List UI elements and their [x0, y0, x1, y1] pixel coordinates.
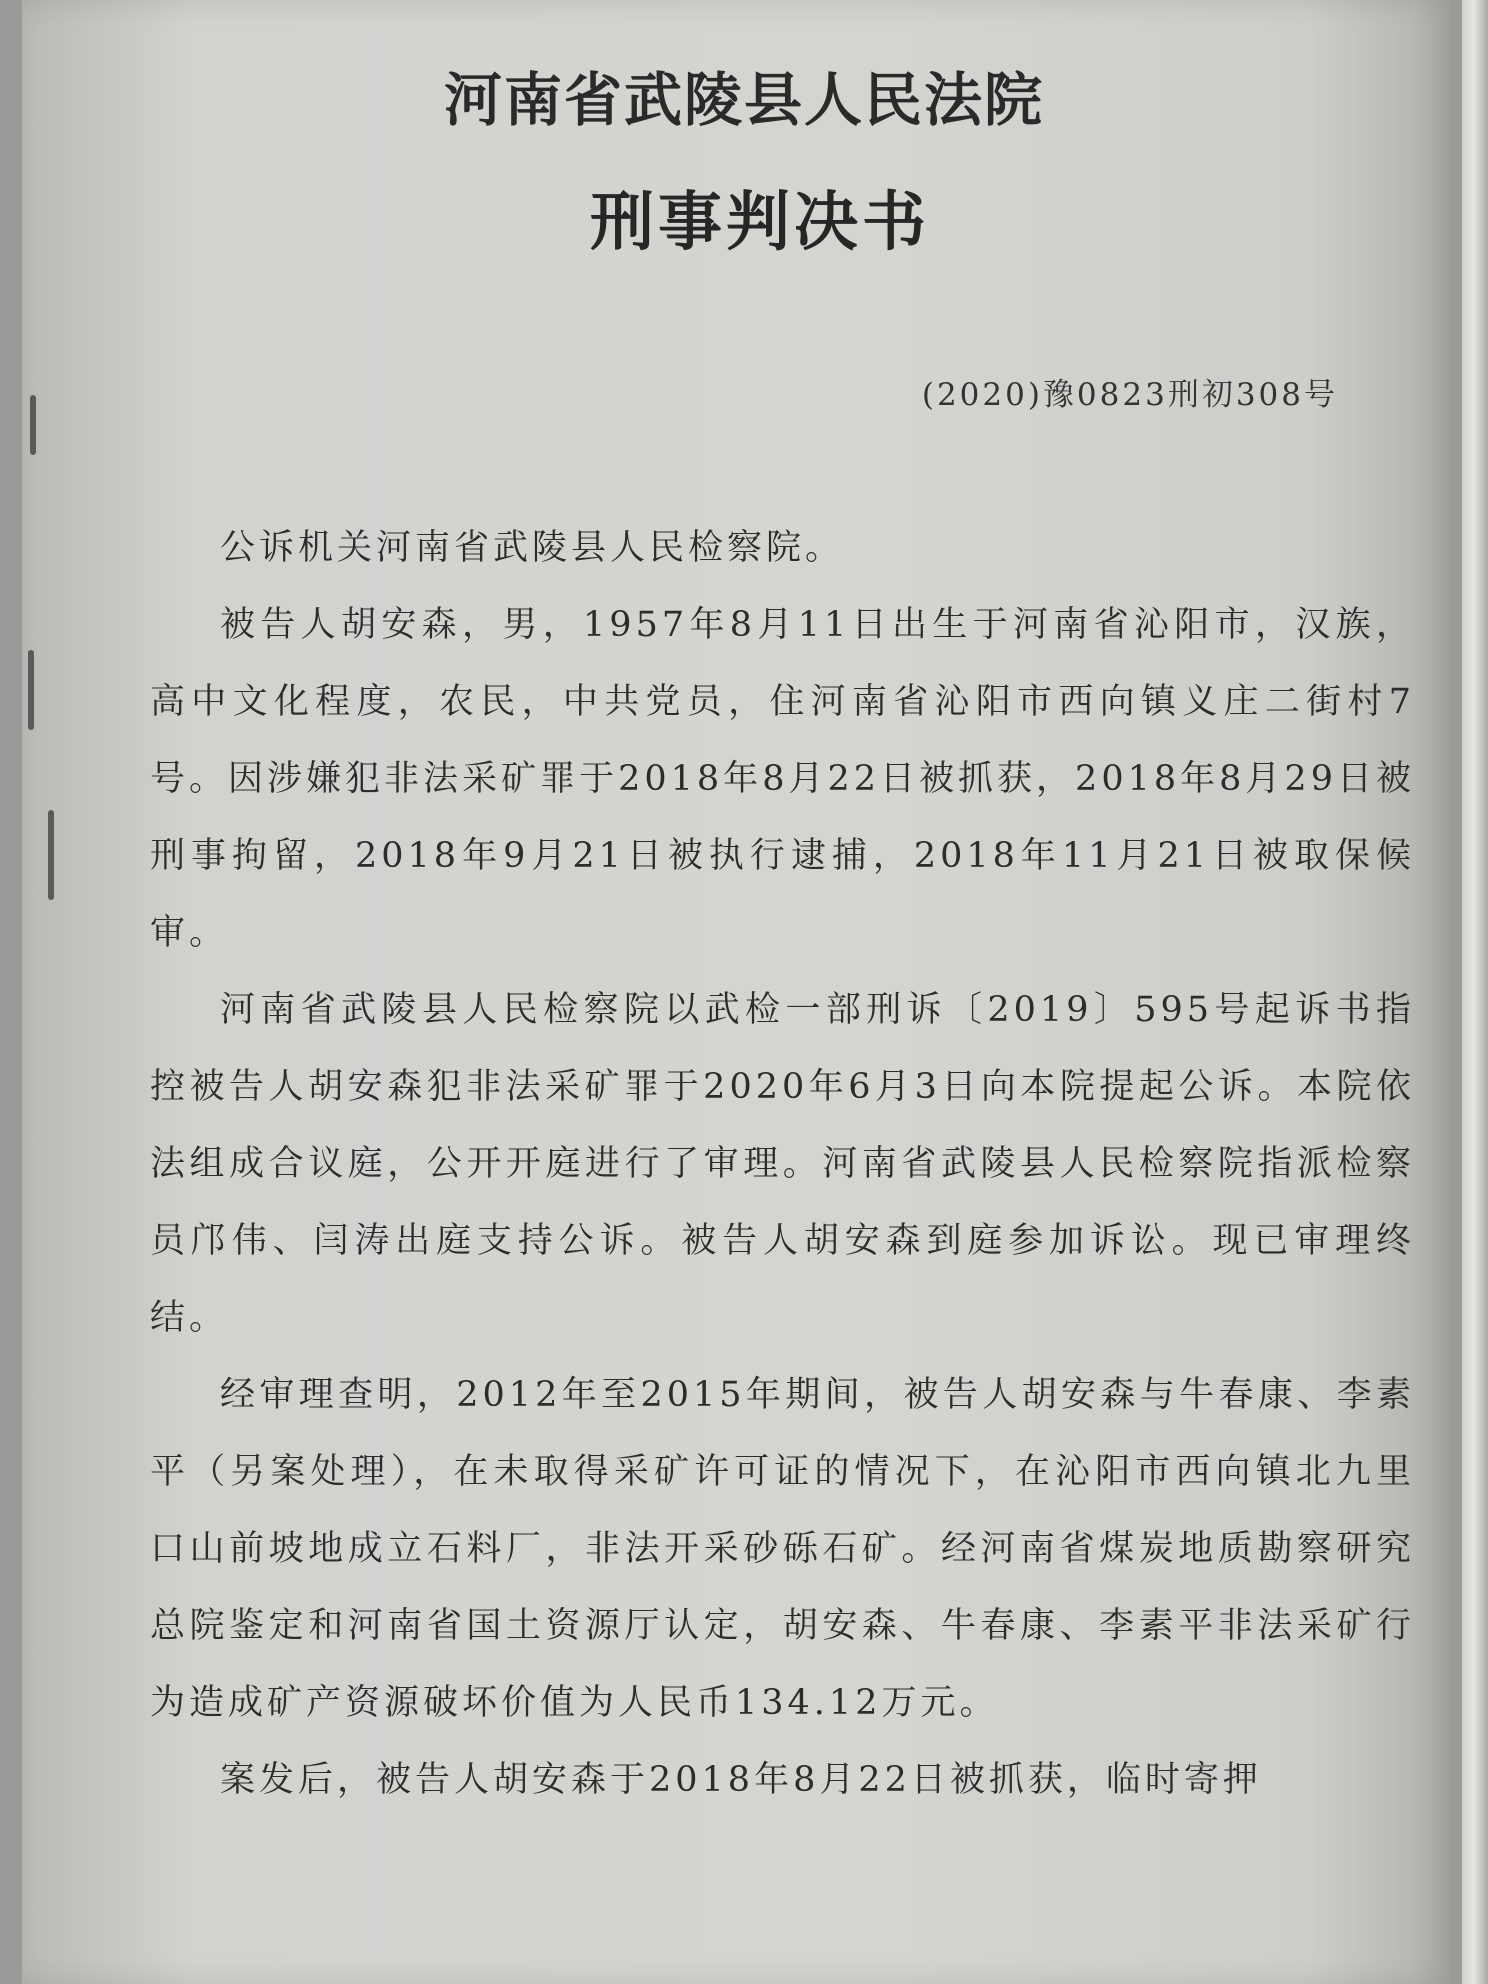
- binding-mark: [30, 395, 36, 455]
- binding-mark: [48, 810, 54, 900]
- page-edge: [1462, 0, 1488, 1984]
- case-number: (2020)豫0823刑初308号: [921, 377, 1338, 413]
- binding-mark: [28, 650, 34, 730]
- paragraph-defendant: 被告人胡安森，男，1957年8月11日出生于河南省沁阳市，汉族，高中文化程度，农民，中共党员，住河南省沁阳市西向镇义庄二街村7号。因涉嫌犯非法采矿罪于2018年8月22日被抓获，2018年8月29日被刑事拘留，2018年9月21日被执行逮捕，2018年11月21日被取保候审。: [150, 605, 1415, 953]
- paragraph-procedure: 河南省武陵县人民检察院以武检一部刑诉〔2019〕595号起诉书指控被告人胡安森犯非法采矿罪于2020年6月3日向本院提起公诉。本院依法组成合议庭，公开开庭进行了审理。河南省武陵县人民检察院指派检察员邝伟、闫涛出庭支持公诉。被告人胡安森到庭参加诉讼。现已审理终结。: [150, 990, 1415, 1338]
- paragraph-after-incident: 案发后，被告人胡安森于2018年8月22日被抓获，临时寄押: [220, 1760, 1262, 1800]
- paragraph-prosecutor: 公诉机关河南省武陵县人民检察院。: [220, 528, 845, 568]
- judgment-body: [150, 510, 1415, 1819]
- document-title: 刑事判决书: [590, 185, 930, 260]
- paragraph-facts: 经审理查明，2012年至2015年期间，被告人胡安森与牛春康、李素平（另案处理），在未取得采矿许可证的情况下，在沁阳市西向镇北九里口山前坡地成立石料厂，非法开采砂砾石矿。经河南省煤炭地质勘察研究总院鉴定和河南省国土资源厅认定，胡安森、牛春康、李素平非法采矿行为造成矿产资源破坏价值为人民币134.12万元。: [150, 1375, 1415, 1723]
- court-name: 河南省武陵县人民法院: [443, 66, 1044, 134]
